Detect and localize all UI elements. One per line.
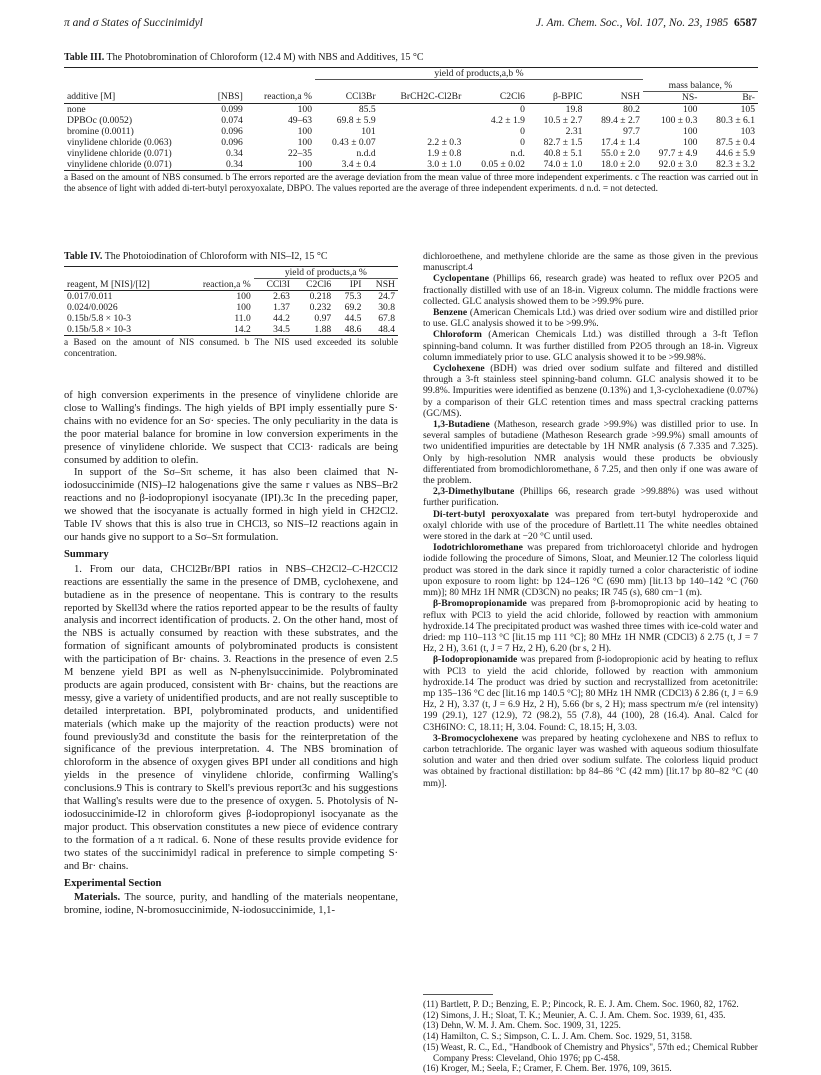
table-cell: 97.7 ± 4.9 [658,147,698,159]
table-iv [64,251,398,360]
table-row [64,291,398,303]
table-iv-label: Table IV. [64,251,103,262]
material-description: was prepared from β-iodopropionic acid by heating to reflux with PCl3 to yield the acid chloride, followed by reaction with ammonium hydroxide.14 The product was dried by suction and recrystallized from acetonitrile: mp 135–136 °C dec [lit.16 mp 140.5 °C]; 80 MHz 1H NMR (CDCl3) δ 2.86 (t, J = 6.9 Hz, 2 H), 3.37 (t, J = 6.9 Hz, 2 H), 5.66 (br s, 2 H); mass spectrum m/e (rel intensity) 199 (29.1), 127 (12.9), 72 (98.2), 55 (7.8), 44 (100), 28 (16.4). Anal. Calcd for C3H6INO: C, 18.11; H, 3.04. Found: C, 18.15; H, 3.03. [423,654,758,733]
table-cell [379,115,465,126]
table-iii-footnote: a Based on the amount of NBS consumed. b The errors reported are the average deviation from the mean value of three more independent experiments. c The reaction was carried out in the absence of light with added di-tert-butyl peroxyoxalate, DBPO. The values reported are the average of three independent experiments. d n.d. = not detected. [64,172,758,194]
column-header: reaction,a % [246,91,315,103]
running-title: π and σ States of Succinimidyl [64,17,203,29]
table-cell: 0.34 [226,147,243,159]
table-cell: 44.2 [273,313,290,324]
column-header: NSH [585,91,643,103]
table-row [64,302,398,313]
material-name: 3-Bromocyclohexene [433,732,519,744]
material-name: Cyclohexene [433,363,485,375]
table-cell: 11.0 [234,313,251,324]
yield-group-header: yield of products,a,b % [315,68,643,80]
table-iv-title: The Photoiodination of Chloroform with NIS–I2, 15 °C [104,251,328,262]
table-cell: 2.2 ± 0.3 [427,136,462,148]
table-cell: 40.8 ± 5.1 [543,147,583,159]
table-iii-caption [64,52,758,63]
table-cell: 0.099 [221,103,243,115]
journal-citation [536,17,757,29]
table-iv-grid [64,266,398,336]
table-cell: 89.4 ± 2.7 [601,114,640,126]
material-entry [423,486,758,508]
material-entry [423,307,758,329]
table-cell: 69.2 [344,302,362,313]
table-cell: 0.34 [206,159,246,171]
table-cell: bromine (0.0011) [67,125,134,137]
materials-list [423,273,758,788]
column-header: NSH [364,279,398,291]
reference-item: (14) Hamilton, C. S.; Simpson, C. L. J. Am. Chem. Soc. 1929, 51, 3158. [423,1032,693,1043]
table-row [64,137,758,148]
table-cell: none [67,103,86,115]
table-cell: 0.096 [221,136,243,148]
table-iii-grid [64,67,758,171]
column-header: reagent, M [NIS]/[I2] [64,279,182,291]
table-iii-label: Table III. [64,52,105,63]
table-cell: 17.4 ± 1.4 [601,136,640,148]
table-iii-header-row [64,91,758,103]
table-row [64,313,398,324]
table-cell: 4.2 ± 1.9 [490,114,525,126]
material-name: 2,3-Dimethylbutane [433,486,515,498]
table-cell: 0 [520,125,525,137]
table-row [64,148,758,159]
material-name: 1,3-Butadiene [433,419,490,431]
column-header: C2Cl6 [464,91,528,103]
table-cell: 92.0 ± 3.0 [643,159,701,171]
table-iv-yield-header: yield of products,a % [254,267,398,279]
left-column [64,390,398,918]
paragraph: In support of the Sσ–Sπ scheme, it has also been claimed that N-iodosuccinimide (NIS)–I2 halogenations give the same r values as NBS–Br2 reactions and no β-iodopropionyl isocyanate (IPI).3c In the preceding paper, we showed that the isocyanate is actually formed in high yield in CH2Cl2. Table IV shows that this is also true in CHCl3, so NIS–I2 reactions again in our hands give no support to a Sσ–Sπ formulation. [64,467,398,543]
right-column [423,251,758,789]
column-header: additive [M] [64,91,206,103]
table-cell: 0.43 ± 0.07 [332,136,376,148]
material-entry [423,733,758,789]
table-cell: 48.4 [364,324,398,336]
material-entry [423,598,758,654]
table-cell: 82.7 ± 1.5 [543,136,583,148]
table-cell: 0.218 [309,291,332,302]
reference-item: (16) Kroger, M.; Seela, F.; Cramer, F. Chem. Ber. 1976, 109, 3615. [423,1064,672,1075]
table-cell: vinylidene chloride (0.063) [67,136,172,148]
column-header: β-BPIC [528,91,586,103]
table-cell: 100 [246,159,315,171]
table-iv-header-row [64,279,398,291]
table-cell: 34.5 [254,324,293,336]
table-cell: 97.7 [623,125,640,137]
table-cell: 19.8 [565,103,583,115]
table-row [64,115,758,126]
table-cell: 1.88 [293,324,334,336]
table-cell: 0 [520,103,525,115]
material-name: β-Bromopropionamide [433,598,527,610]
reference-item: (11) Bartlett, P. D.; Benzing, E. P.; Pincock, R. E. J. Am. Chem. Soc. 1960, 82, 1762. [423,1000,739,1010]
table-cell: 0 [520,136,525,148]
table-cell: 14.2 [182,324,254,336]
column-header: BrCH2C-Cl2Br [379,91,465,103]
summary-paragraph: 1. From our data, CHCl2Br/BPI ratios in NBS–CH2Cl2–C-H2CCl2 reactions are essentially the same in the presence of DMB, cyclohexene, and butadiene as in the presence of neopentane. This is contrary to the results reported by Skell3d where the ratios reported appear to be the results of faulty analysis and incorrect identification of products. 2. On the other hand, most of the NBS is actually consumed by reaction with these substrates, and the formation of significant amounts of polybrominated products is consistent with the participation of Br· chains. 3. Reactions in the presence of even 2.5 M benzene yield BPI as well as N-phenylsuccinimide. Polybrominated products are again produced, consistent with Br· chains, but the reactions are messy, give a variety of unidentified products, and are not really susceptible to detailed interpretation. BPI, polybrominated products, and unidentified materials (which make up the majority of the reaction products) were not found previously3d and constitute the basis for the reinterpretation of the significance of the previous interpretation. 4. The NBS bromination of chloroform in the absence of oxygen gives BPI under all conditions and high yields in the presence of vinylidene chloride, confirming Walling's conclusions.9 This is contrary to Skell's previous report3c and his suggestions that Walling's results were due to the presence of oxygen. 5. Photolysis of N-iodosuccinimide-I2 in chloroform gives β-iodopropionyl isocyanate as the major product. This observation constitutes a new piece of evidence contrary to the formation of a π radical. 6. None of these results provide evidence for two states of the succinimidyl radical in preference to simple competing S· and Br· chains. [64,563,398,872]
table-cell: 80.3 ± 6.1 [716,114,755,126]
table-cell: DPBOc (0.0052) [67,114,133,126]
column-header: C2Cl6 [293,279,334,291]
material-entry [423,542,758,598]
journal-name: J. Am. Chem. Soc., Vol. 107, No. 23, 1985 [535,17,729,29]
table-cell: 10.5 ± 2.7 [543,114,583,126]
table-cell: 2.63 [273,291,290,302]
reference-item: (12) Simons, J. H.; Sloat, T. K.; Meunier, A. C. J. Am. Chem. Soc. 1939, 61, 435. [423,1010,726,1021]
table-cell: 74.0 ± 1.0 [528,159,586,171]
paragraph: dichloroethene, and methylene chloride are the same as those given in the previous manuscript.4 [423,251,758,274]
column-header: IPI [334,279,364,291]
table-cell: 100 [236,302,251,313]
material-entry [423,654,758,732]
table-cell: 0.232 [309,302,332,313]
material-name: β-Iodopropionamide [433,654,518,666]
material-description: (American Chemicals Ltd.) was distilled through a 3-ft Teflon spinning-band column. It was further distilled from P2O5 through an 18-in. Vigreux column immediately prior to use. GLC analysis showed it to be >99.98%. [423,329,758,363]
table-cell [379,103,465,115]
table-cell: 100 [297,125,312,137]
table-cell: 3.4 ± 0.4 [315,159,379,171]
table-cell: 100 [683,125,698,137]
table-iii [64,52,758,195]
summary-heading: Summary [64,548,109,560]
material-entry [423,509,758,543]
table-row [64,324,398,336]
table-cell: 0.15b/5.8 × 10-3 [67,313,132,324]
mass-balance-header: mass balance, % [643,80,758,92]
table-iii-title: The Photobromination of Chloroform (12.4 M) with NBS and Additives, 15 °C [106,52,424,63]
table-cell: 0.096 [221,125,243,137]
material-description: was prepared from tert-butyl hydroperoxide and oxalyl chloride with use of the procedure of Bartlett.11 The white needles obtained were stored in the dark at −20 °C until used. [423,508,758,543]
column-header: reaction,a % [182,279,254,291]
column-header: NS- [643,91,701,103]
reference-item: (15) Weast, R. C., Ed., "Handbook of Chemistry and Physics", 57th ed.; Chemical Rubber Company Press: Cleveland, Ohio 1976; pp C-458. [423,1042,758,1064]
table-cell: 101 [361,125,376,137]
table-cell: 75.3 [344,291,362,302]
column-header: Br- [700,91,758,103]
table-cell: 87.5 ± 0.4 [716,136,755,148]
material-name: Benzene [433,307,468,319]
table-cell [379,126,465,137]
table-cell: 100 [236,291,251,302]
column-header: CCl3I [254,279,293,291]
materials-paragraph [64,892,398,918]
page-number: 6587 [734,17,757,29]
table-cell: 44.5 [344,313,362,324]
material-description: (American Chemicals Ltd.) was dried over sodium wire and distilled prior to use. GLC analysis showed it to be >99.9%. [423,307,758,330]
materials-label: Materials. [74,892,121,904]
table-cell: 105 [740,103,755,115]
table-cell: 24.7 [378,291,395,302]
table-cell: 49–63 [288,114,312,126]
experimental-heading: Experimental Section [64,877,162,889]
material-name: Chloroform [433,329,482,341]
table-cell: 55.0 ± 2.0 [601,147,640,159]
references-divider [423,994,493,995]
table-cell: 100 [297,136,312,148]
table-cell: 100 [683,136,698,148]
table-cell: 22–35 [288,147,312,159]
table-cell: 82.3 ± 3.2 [700,159,758,171]
table-iv-body [64,291,398,336]
reference-item: (13) Dehn, W. M. J. Am. Chem. Soc. 1909, 31, 1225. [423,1021,621,1032]
material-description: was prepared by heating cyclohexene and NBS to reflux to carbon tetrachloride. The organic layer was washed with aqueous sodium thiosulfate solution and water and then dried over sodium sulfate. The colorless liquid product was obtained by fractional distillation: bp 84–86 °C (42 mm) [lit.17 bp 80–82 °C (40 mm)]. [423,732,758,789]
material-entry [423,419,758,486]
table-cell: 0.05 ± 0.02 [464,159,528,171]
table-cell: 100 [683,103,698,115]
table-cell: n.d. [510,147,525,159]
table-row [64,126,758,137]
materials-text: The source, purity, and handling of the materials neopentane, bromine, iodine, N-bromosuccinimide, N-iodosuccinimide, 1,1- [64,892,398,917]
table-cell: 0.15b/5.8 × 10-3 [64,324,182,336]
material-name: Cyclopentane [433,273,489,285]
material-description: (Phillips 66, research grade >99.88%) was used without further purification. [423,486,758,509]
table-cell: 69.8 ± 5.9 [336,114,376,126]
table-cell: 100 ± 0.3 [660,114,698,126]
table-cell: 30.8 [378,302,395,313]
table-cell: 67.8 [378,313,395,324]
table-cell: 100 [297,103,312,115]
table-cell: 3.0 ± 1.0 [379,159,465,171]
column-header: CCl3Br [315,91,379,103]
material-description: was prepared from β-bromopropionic acid by heating to reflux with PCl3 to yield the acid chloride, followed by reaction with ammonium hydroxide.14 The precipitated product was washed three times with ice-cold water and dried: mp 110–113 °C [lit.15 mp 111 °C]; 80 MHz 1H NMR (CDCl3) δ 2.75 (t, J = 7 Hz, 2 H), 3.61 (t, J = 7 Hz, 2 H), 6.20 (br s, 2 H). [423,598,758,655]
material-name: Di-tert-butyl peroxyoxalate [433,508,549,520]
table-cell: 2.31 [565,125,583,137]
material-name: Iodotrichloromethane [433,542,523,554]
table-row [64,103,758,115]
references [423,1000,758,1075]
table-cell: 1.9 ± 0.8 [427,147,462,159]
table-cell: 0.017/0.011 [67,291,113,302]
material-description: (Phillips 66, research grade) was heated to reflux over P2O5 and fractionally distilled with use of an 18-in. Vigreux column. The middle fractions were collected. GLC analysis showed them to be >99.9% pure. [423,273,758,307]
table-row [64,159,758,171]
table-cell: n.d.d [356,147,376,159]
material-entry [423,363,758,419]
table-cell: 80.2 [623,103,640,115]
table-cell: 48.6 [334,324,364,336]
material-entry [423,273,758,307]
table-cell: 0.024/0.0026 [67,302,118,313]
table-iv-footnote: a Based on the amount of NIS consumed. b The NIS used exceeded its soluble concentration. [64,338,398,359]
table-cell: 1.37 [273,302,290,313]
table-iii-body [64,103,758,170]
table-cell: 0.074 [221,114,243,126]
table-cell: 103 [740,125,755,137]
material-description: (BDH) was dried over sodium sulfate and filtered and distilled through a 3-ft stainless steel spinning-band column. GLC analysis showed it to be 99.8%. Impurities were identified as benzene (0.13%) and 1,3-cyclohexadiene (0.07%) by a comparison of their GLC retention times and mass spectral cracking patterns (GC/MS). [423,363,758,419]
paragraph: of high conversion experiments in the presence of vinylidene chloride are close to Walling's findings. The high yields of BPI imply essentially pure S· chains with no evidence for an Sσ· species. The only peculiarity in the data is the poor material balance for bromine in low conversion experiments in the presence of vinylidene chloride. We suspect that CCl3· radicals are being consumed by addition to olefin. [64,390,398,466]
table-cell: 0.97 [314,313,332,324]
table-cell: vinylidene chloride (0.071) [64,159,206,171]
column-header: [NBS] [206,91,246,103]
table-cell: 85.5 [358,103,376,115]
table-cell: vinylidene chloride (0.071) [67,147,172,159]
table-cell: 44.6 ± 5.9 [716,147,755,159]
table-cell: 18.0 ± 2.0 [585,159,643,171]
material-entry [423,329,758,363]
material-description: (Matheson, research grade >99.9%) was distilled prior to use. In several samples of butadiene (Matheson Research grade >99.9%) small amounts of two unidentified impurities are detectable by 1H NMR analysis (δ 7.335 and 7.325). Only by high-resolution NMR analysis would these products be obviously differentiated from bromodichloromethane, δ 7.25, and then only if one was aware of the problem. [423,419,758,487]
table-iv-caption [64,251,398,262]
material-description: was prepared from trichloroacetyl chloride and hydrogen iodide following the procedure of Simons, Sloat, and Meunier.12 The colorless liquid product was stored in the dark since it rapidly turned a color characteristic of iodine upon exposure to room light: bp 124–126 °C (690 mm) [lit.13 bp 140–142 °C (760 mm)]; 80 MHz 1H NMR (CD3CN) no peaks; IR 745 (s), 680 cm−1 (m). [423,542,758,599]
